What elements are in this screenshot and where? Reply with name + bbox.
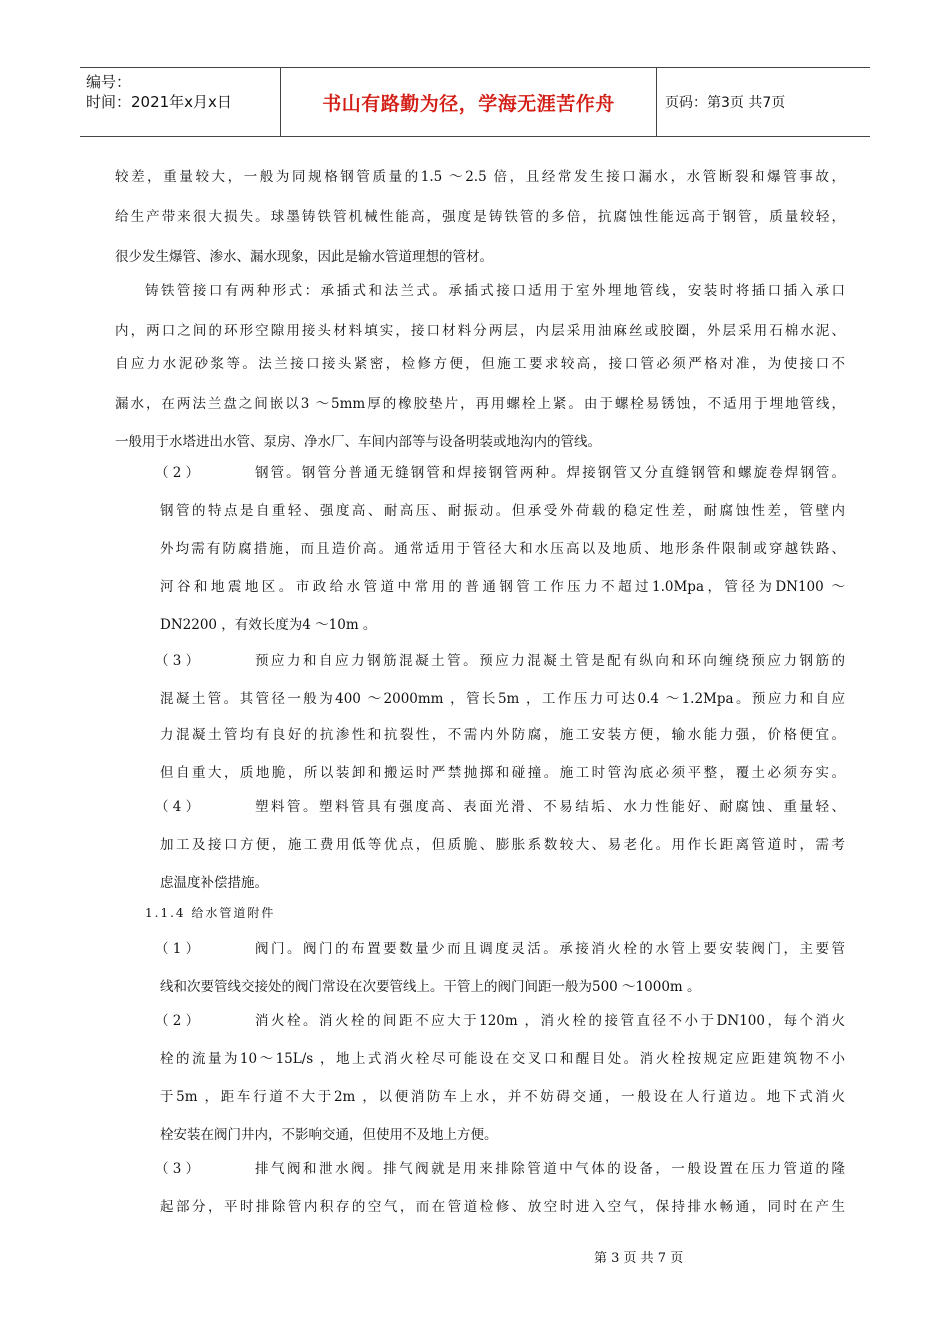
text-line: 但自重大，质地脆，所以装卸和搬运时严禁抛掷和碰撞。施工时管沟底必须平整，覆土必须夯实。 [160, 765, 845, 781]
text-line: 很少发生爆管、渗水、漏水现象，因此是输水管道理想的管材。 [115, 249, 493, 265]
header-meta-cell [80, 68, 281, 136]
text-line: 一般用于水塔进出水管、泵房、净水厂、车间内部等与设备明装或地沟内的管线。 [115, 434, 601, 450]
text-line: 线和次要管线交接处的阀门常设在次要管线上。干管上的阀门间距一般为500 ～1000m 。 [160, 979, 701, 995]
item-number: （ 2 ） [155, 465, 200, 481]
page-header [80, 67, 870, 137]
text-line: 塑料管。塑料管具有强度高、表面光滑、不易结垢、水力性能好、耐腐蚀、重量轻、 [255, 799, 845, 815]
item-number: （ 4 ） [155, 799, 200, 815]
text-line: 钢管的特点是自重轻、强度高、耐高压、耐振动。但承受外荷载的稳定性差，耐腐蚀性差，管壁内 [160, 503, 845, 519]
text-line: 力混凝土管均有良好的抗渗性和抗裂性，不需内外防腐，施工安装方便，输水能力强，价格便宜。 [160, 727, 845, 743]
text-line: 于5m ，距车行道不大于2m ，以便消防车上水，并不妨碍交通，一般设在人行道边。地下式消火 [160, 1089, 845, 1105]
item-number: （ 3 ） [155, 1161, 200, 1177]
section-heading: 1.1.4 给水管道附件 [145, 906, 276, 920]
text-line: 阀门。阀门的布置要数量少而且调度灵活。承接消火栓的水管上要安装阀门，主要管 [255, 941, 845, 957]
text-line: 内，两口之间的环形空隙用接头材料填实，接口材料分两层，内层采用油麻丝或胶圈，外层采用石棉水泥、 [115, 323, 845, 339]
item-number: （ 3 ） [155, 653, 200, 669]
text-line: 起部分，平时排除管内积存的空气，而在管道检修、放空时进入空气，保持排水畅通，同时在产生 [160, 1199, 845, 1215]
text-line: 漏水，在两法兰盘之间嵌以3 ～5mm厚的橡胶垫片，再用螺栓上紧。由于螺栓易锈蚀，不适用于埋地管线， [115, 396, 845, 412]
motto-text: 书山有路勤为径，学海无涯苦作舟 [322, 92, 615, 115]
item-number: （ 1 ） [155, 941, 200, 957]
text-line: 消火栓。消火栓的间距不应大于120m ，消火栓的接管直径不小于DN100，每个消火 [255, 1013, 845, 1029]
text-line: 较差，重量较大，一般为同规格钢管质量的1.5 ～2.5 倍，且经常发生接口漏水，水管断裂和爆管事故， [115, 169, 845, 185]
text-line: 加工及接口方便，施工费用低等优点，但质脆、膨胀系数较大、易老化。用作长距离管道时，需考 [160, 837, 845, 853]
header-motto-cell [281, 68, 657, 136]
text-line: 预应力和自应力钢筋混凝土管。预应力混凝土管是配有纵向和环向缠绕预应力钢筋的 [255, 653, 845, 669]
page-info: 页码：第3页 共7页 [665, 95, 786, 111]
text-line: 外均需有防腐措施，而且造价高。通常适用于管径大和水压高以及地质、地形条件限制或穿越铁路、 [160, 541, 845, 557]
text-line: 钢管。钢管分普通无缝钢管和焊接钢管两种。焊接钢管又分直缝钢管和螺旋卷焊钢管。 [255, 465, 845, 481]
doc-number: 编号： [86, 73, 132, 91]
text-line: 铸铁管接口有两种形式：承插式和法兰式。承插式接口适用于室外埋地管线，安装时将插口插入承口 [145, 283, 845, 299]
text-line: DN2200 ，有效长度为4 ～10m 。 [160, 617, 377, 633]
text-line: 栓安装在阀门井内，不影响交通，但使用不及地上方便。 [160, 1127, 498, 1143]
text-line: 排气阀和泄水阀。排气阀就是用来排除管道中气体的设备，一般设置在压力管道的隆 [255, 1161, 845, 1177]
text-line: 给生产带来很大损失。球墨铸铁管机械性能高，强度是铸铁管的多倍，抗腐蚀性能远高于钢管，质量较轻， [115, 209, 845, 225]
page-footer: 第 3 页 共 7 页 [594, 1251, 684, 1266]
text-line: 虑温度补偿措施。 [160, 875, 268, 891]
text-line: 自应力水泥砂浆等。法兰接口接头紧密，检修方便，但施工要求较高，接口管必须严格对准，为使接口不 [115, 356, 845, 372]
text-line: 栓的流量为10～15L/s ，地上式消火栓尽可能设在交叉口和醒目处。消火栓按规定应距建筑物不小 [160, 1051, 845, 1067]
text-line: 河谷和地震地区。市政给水管道中常用的普通钢管工作压力不超过1.0Mpa，管径为DN100 ～ [160, 579, 845, 595]
doc-date: 时间：2021年x月x日 [86, 93, 232, 111]
text-line: 混凝土管。其管径一般为400 ～2000mm ，管长5m ，工作压力可达0.4 ～1.2Mpa。预应力和自应 [160, 691, 845, 707]
item-number: （ 2 ） [155, 1013, 200, 1029]
